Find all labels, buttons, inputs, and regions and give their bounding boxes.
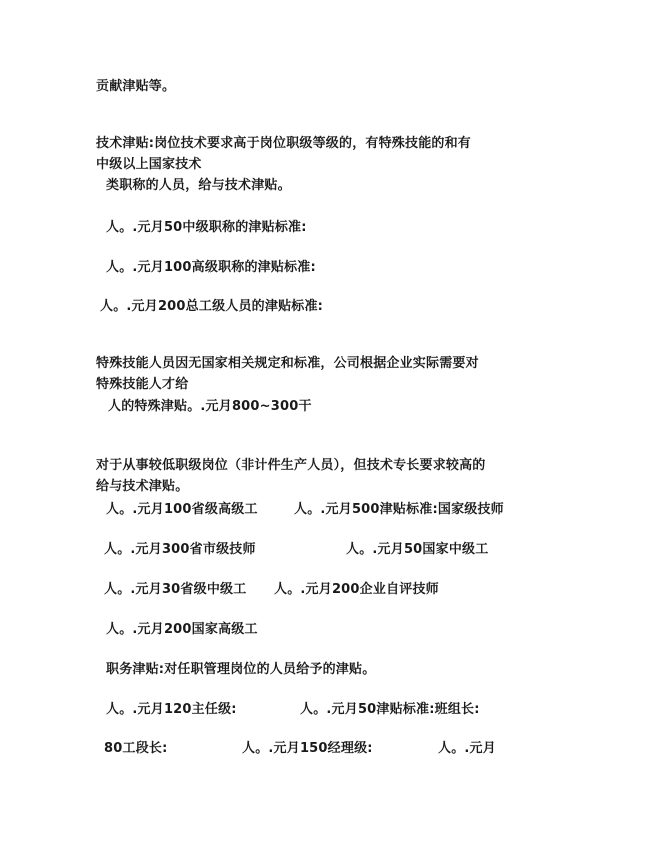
text-line-technical-allowance-2: 中级以上国家技术 [96,157,202,172]
text-line-provincial-intermediate-worker: 人。.元月30省级中级工 [104,582,247,597]
text-line-national-senior-worker: 人。.元月200国家高级工 [106,622,258,637]
text-line-technical-allowance-1: 技术津贴:岗位技术要求高于岗位职级等级的，有特殊技能的和有 [96,136,471,151]
text-line-team-leader: 人。.元月50津贴标准:班组长: [300,702,480,717]
text-line-national-intermediate-worker: 人。.元月50国家中级工 [346,542,489,557]
text-line-low-grade-positions-1: 对于从事较低职级岗位（非计件生产人员），但技术专长要求较高的 [96,458,486,473]
text-line-special-skills-1: 特殊技能人员因无国家相关规定和标准，公司根据企业实际需要对 [96,356,479,371]
text-line-section-chief: 80工段长: [104,741,168,756]
text-line-provincial-senior-worker: 人。.元月100省级高级工 [106,502,258,517]
text-line-provincial-technician: 人。.元月300省市级技师 [104,542,256,557]
text-line-position-allowance: 职务津贴:对任职管理岗位的人员给予的津贴。 [106,662,376,677]
text-line-chief-engineer-standard: 人。.元月200总工级人员的津贴标准: [100,299,324,314]
text-line-low-grade-positions-2: 给与技术津贴。 [96,479,189,494]
text-line-trailing-amount: 人。.元月 [438,741,496,756]
text-line-senior-title-standard: 人。.元月100高级职称的津贴标准: [106,260,316,275]
text-line-intermediate-title-standard: 人。.元月50中级职称的津贴标准: [106,220,307,235]
text-line-technical-allowance-3: 类职称的人员，给与技术津贴。 [106,178,291,193]
text-line-director-level: 人。.元月120主任级: [106,702,237,717]
text-line-manager-level: 人。.元月150经理级: [242,741,373,756]
text-line-contribution-allowance: 贡献津贴等。 [96,79,176,94]
text-line-special-skills-3: 人的特殊津贴。.元月800~300干 [108,399,312,414]
text-line-special-skills-2: 特殊技能人才给 [96,377,189,392]
text-line-enterprise-technician: 人。.元月200企业自评技师 [274,582,439,597]
text-line-national-technician: 人。.元月500津贴标准:国家级技师 [294,502,504,517]
